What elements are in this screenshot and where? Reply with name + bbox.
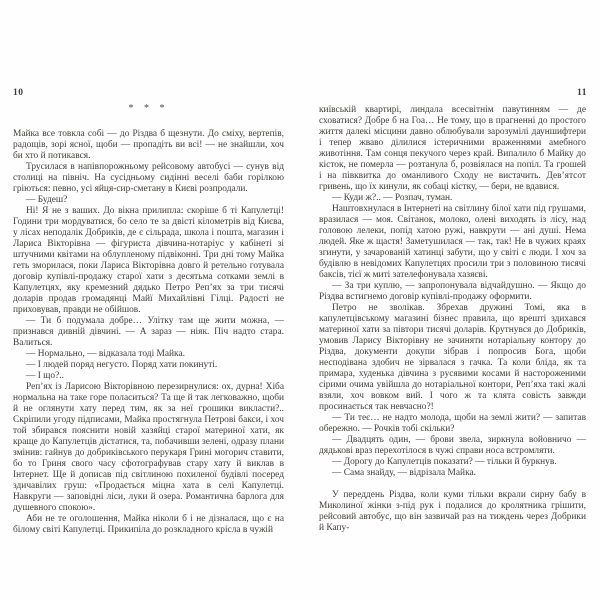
paragraph: — За три куплю, — запропонувала відчайдушно. — Якщо до Різдва встигнемо договір купівлі-продажу оформити.	[319, 281, 586, 302]
paragraph: — Будеш?	[26, 195, 68, 205]
page-right-text	[319, 105, 586, 534]
paragraph: Майка все товкла собі — до Різдва б щезнути. До сміху, вертепів, радощів, зорі ясної, щоби — пропадіть ви всі! — не знайшли, хоч би хто й потикався.	[13, 129, 284, 161]
scene-break-separator: * * *	[128, 103, 169, 114]
paragraph: — Нормально, — відказала тоді Майка.	[26, 349, 185, 359]
paragraph: — І що?..	[26, 371, 64, 381]
paragraph: — Куди ж?.. — Розпач, туман.	[332, 193, 453, 203]
paragraph: — Сама знайду, — відрізала Майка.	[332, 468, 476, 478]
page-number-right: 11	[577, 88, 587, 98]
paragraph: Ні! Я не з ваших. До вікна прилипла: скоріше б ті Капулетці! Години три мордуватися, бо село те за двісті кілометрів від Києва, у лісах неподалік Добриків, де є сільрада, школа і пошта, магазин і Лариса Вікторівна — фігуриста дівчина-нотаріус у кабінеті зі штучними квітами на облупленому підвіконні. Три дні тому Майка геть зморилася, поки Лариса Вікторівна довго й ретельно готувала договір купівлі-продажу старої хати з десятьма сотками землі в Капулетцях, яку кремезний дядько Петро Реп’ях за три тисячі доларів продав громадянці Майї Михайлівні Гілці. Радості не приховував, правди не обійшов.	[13, 206, 284, 315]
page-number-left: 10	[13, 88, 24, 98]
paragraph: — Ти б подумала добре… Улітку там ще жити можна, — признався дивній дівчині. — А зараз — ніяк. Піч надто стара. Валиться.	[13, 316, 284, 348]
paragraph: Наштовхнулася в Інтернеті на світлину білої хати під грушами, вразилася — моя. Світанок, молоко, олені виходять із лісу, над головою лелеки, попід хатою ружі, навкрути — ані душі. Нема людей. Яке ж щастя! Заметушилася — так, так! Не в чужих краях згинути, у зачарованій хатинці забути, що у світі є люди. І хоч за будівлю в невідомих Капулетцях просили три з половиною тисячі баксів, тієї ж миті зателефонувала хазяєві.	[319, 204, 586, 280]
paragraph: — І людей поряд негусто. Поряд хати покинуті.	[26, 360, 218, 370]
paragraph: Петро не зволікав. Збрехав дружині Томі, яка в капулетцівському магазині бізнес правила, що врешті здихався материної хати за півтори тисячі доларів. Крутнувся до Добриків, умовив Ларису Вікторівну не зачиняти нотаріальну контору до Різдва, документи докупи зібрав і попросив Бога, щоби несподівана здобич не зірвалася з гачка. Та коли бліда, як та примара, худенька дівчина з русявими косами й настороженими сірими очима увійшла до нотаріальної контори, Реп’яха такі жалі взяли, хоч вовком вий. І чого ж та клята совість завжди просинається так невчасно?!	[319, 303, 586, 412]
paragraph: Реп’ях із Ларисою Вікторівною перезирнулися: ох, дурна! Хіба нормальна на таке горе поласиться? Та ще й так легковажно, щоби й не оглянути хату перед тим, як за неї грошики викласти?.. Скріпили угоду підписами, Майка простягнула Петрові бакси, і хоч той збирався пояснити новій хазяйці старої материної хати, як краще до Капулетців дістатися, та, побачивши зелені, одразу плани змінив: гайнув до добриківського перукаря Грині могорич ставити, бо то Гриня свого часу сфотографував стару хату й виклав в Інтернет. Ще й дописав під світлиною похиленої будівлі посеред здичавілих груш: «Продається міцна хата в селі Капулетці. Навкруги — заповідні ліси, луки й озера. Романтична барлога для душевного спокою».	[13, 382, 284, 513]
paragraph: — Дорогу до Капулетців показати? — тільки й буркнув.	[332, 457, 557, 467]
paragraph: — Ти теє… не надто молода, щоби на землі жити? — запитав обережно. — Рочків тобі скільки?	[319, 413, 586, 434]
paragraph: У переддень Різдва, коли куми тільки вкрали сирну бабу в Миколиної жінки з-під рук і подалися до кролятника грішити, рейсовий автобус, що він зазвичай раз на тиждень через Добрики й Капу-	[319, 490, 586, 533]
paragraph: Аби не те оголошення, Майка ніколи б і не дізналася, що є на білому світі Капулетці. Прикипіла до розкладного крісла в чужій	[13, 514, 284, 535]
paragraph: Трусилася в напівпорожньому рейсовому автобусі — сунув від столиці на північ. На сусідньому сидінні веселі баби горілкою гріються: певно, усі яйця-сир-сметану в Києві розпродали.	[13, 162, 284, 194]
page-left-text	[13, 129, 284, 536]
paragraph: — Двадцять один, — брови звела, зиркнула войовничо — дядькові враз перехотілося в чужі справи носа встромляти.	[319, 435, 586, 456]
paragraph: київській квартирі, линдала всесвітнім павутинням — де сховатися? Добре б на Гоа… Не тому, що в прагненні до простого життя далекі місцини давно облюбували зарозумілі дауншифтери і тепер жваво ділилися істеричними враженнями амебного животіння. Там сонця пекучого через край. Випалило б Майку до кісток, не померла — розтанула б, розвіялася на попіл. Та грошей і на півквитка до оманливого Сходу не вистачить. Дев’ятсот гривень, що їх кинули, як собаці кістку, — бери, не вдавися.	[319, 105, 586, 192]
